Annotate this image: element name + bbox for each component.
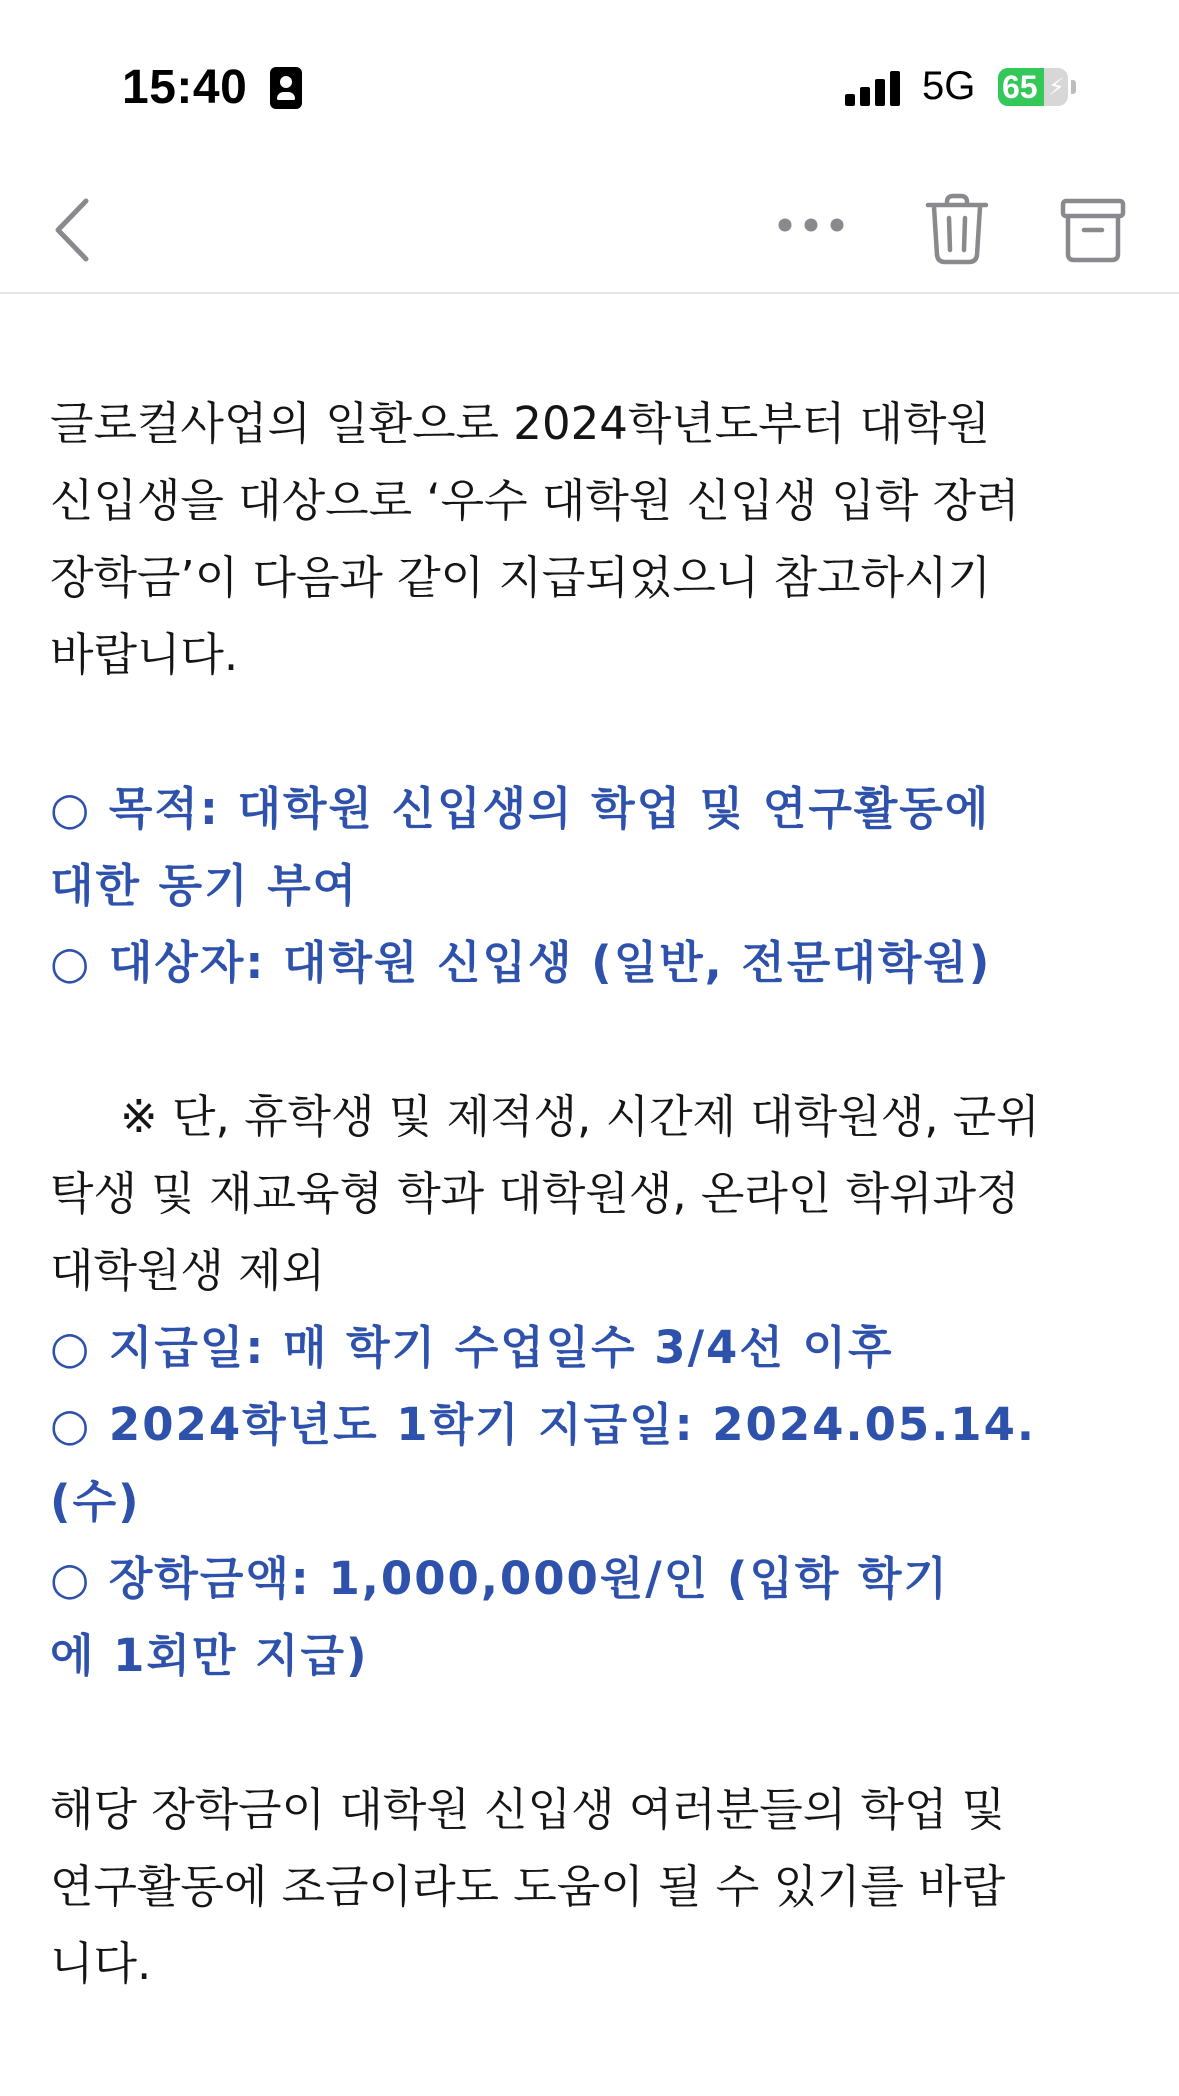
battery-charging-icon [998, 68, 1068, 106]
battery-cap [1071, 80, 1076, 94]
target-line: ○ 대상자: 대학원 신입생 (일반, 전문대학원) [50, 936, 992, 989]
exclusion-line: 탁생 및 재교육형 학과 대학원생, 온라인 학위과정 [50, 1167, 1020, 1220]
intro-paragraph [50, 385, 1130, 693]
payment-day-line: ○ 지급일: 매 학기 수업일수 3/4선 이후 [50, 1321, 894, 1374]
closing-paragraph [50, 1771, 1130, 2002]
more-horizontal-icon [776, 200, 846, 250]
intro-line: 신입생을 대상으로 ‘우수 대학원 신입생 입학 장려 [50, 474, 1020, 527]
intro-line: 바랍니다. [50, 628, 239, 681]
charging-bolt-icon: ⚡ [1048, 73, 1065, 101]
payment-2024-item [50, 1386, 1130, 1540]
id-card-icon [270, 67, 302, 109]
target-item [50, 924, 1130, 1001]
status-time: 15:40 [122, 61, 248, 114]
chevron-left-icon [48, 195, 98, 265]
delete-button[interactable] [922, 192, 992, 266]
signal-icon [845, 70, 903, 106]
closing-line: 해당 장학금이 대학원 신입생 여러분들의 학업 및 [50, 1783, 1006, 1836]
amount-item [50, 1540, 1130, 1694]
closing-line: 연구활동에 조금이라도 도움이 될 수 있기를 바랍 [50, 1860, 1006, 1913]
email-body [50, 385, 1130, 2002]
battery-percent: 65 [1002, 69, 1038, 105]
amount-line: ○ 장학금액: 1,000,000원/인 (입학 학기 [50, 1552, 949, 1605]
payment-2024-line: ○ 2024학년도 1학기 지급일: 2024.05.14. [50, 1398, 1037, 1451]
trash-icon [922, 192, 992, 266]
archive-icon [1058, 192, 1128, 266]
back-button[interactable] [48, 195, 98, 265]
payment-day-item [50, 1309, 1130, 1386]
payment-2024-line: (수) [50, 1475, 141, 1528]
purpose-item [50, 770, 1130, 924]
exclusion-line: ※ 단, 휴학생 및 제적생, 시간제 대학원생, 군위 [120, 1090, 1040, 1143]
intro-line: 장학금’이 다음과 같이 지급되었으니 참고하시기 [50, 551, 991, 604]
status-bar [0, 0, 1179, 150]
exclusion-note [50, 1078, 1130, 1309]
archive-button[interactable] [1058, 192, 1128, 266]
amount-line: 에 1회만 지급) [50, 1629, 369, 1682]
exclusion-line: 대학원생 제외 [50, 1244, 326, 1297]
network-type: 5G [922, 64, 976, 108]
more-button[interactable] [776, 200, 846, 250]
purpose-line: 대한 동기 부여 [50, 859, 359, 912]
purpose-line: ○ 목적: 대학원 신입생의 학업 및 연구활동에 [50, 782, 991, 835]
mail-toolbar [0, 150, 1179, 294]
intro-line: 글로컬사업의 일환으로 2024학년도부터 대학원 [50, 397, 990, 450]
closing-line: 니다. [50, 1937, 152, 1990]
